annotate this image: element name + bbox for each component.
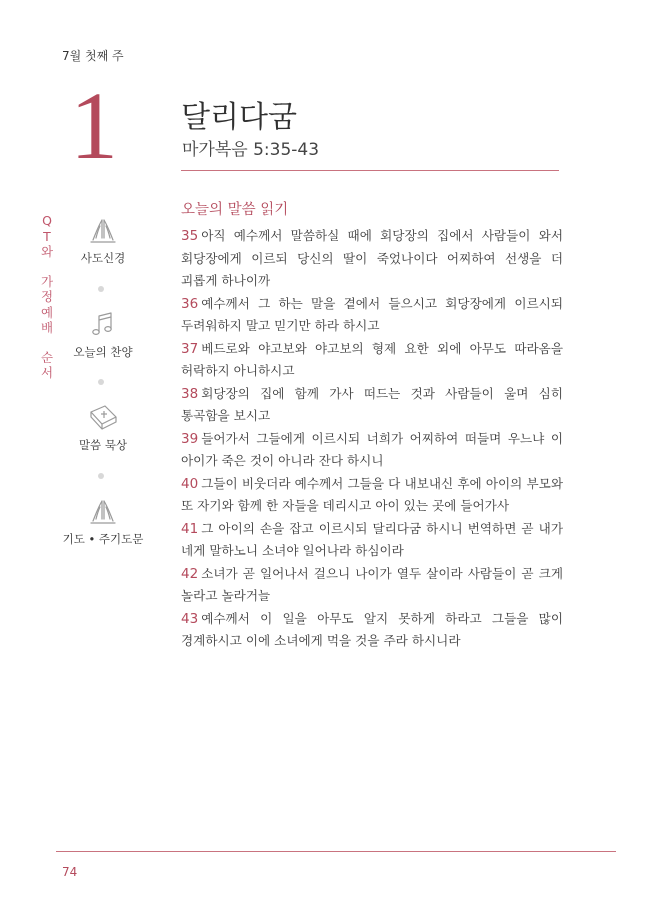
side-char: 정	[40, 289, 54, 304]
verse-number: 42	[181, 565, 199, 582]
bible-icon	[87, 403, 119, 433]
verse-text: 소녀가 곧 일어나서 걸으니 나이가 열두 살이라 사람들이 곧 크게 놀라고 놀라거늘	[181, 565, 563, 603]
verse-number: 40	[181, 475, 199, 492]
music-note-icon	[88, 310, 118, 340]
side-char: Q	[42, 213, 52, 228]
step-separator-dot	[98, 286, 104, 292]
week-label: 7월 첫째 주	[62, 49, 124, 63]
side-gap	[40, 260, 54, 274]
verse-number: 43	[181, 610, 199, 627]
verse-text: 아직 예수께서 말씀하실 때에 회당장의 집에서 사람들이 와서 회당장에게 이르되 당신의 딸이 죽었나이다 어찌하여 선생을 더 괴롭게 하나이까	[181, 228, 563, 288]
side-char: T	[43, 228, 51, 244]
praying-hands-icon	[88, 497, 118, 527]
side-char: 서	[40, 365, 54, 380]
side-char: 예	[40, 304, 54, 320]
step-label: 사도신경	[80, 251, 126, 265]
reading-heading: 오늘의 말씀 읽기	[181, 202, 289, 218]
step-separator-dot	[98, 379, 104, 385]
step-apostles-creed	[58, 216, 148, 266]
verse-text: 그들이 비웃더라 예수께서 그들을 다 내보내신 후에 아이의 부모와 또 자기와 함께 한 자들을 데리시고 아이 있는 곳에 들어가사	[181, 475, 563, 513]
footer-divider	[56, 851, 616, 852]
scripture-reference: 마가복음 5:35-43	[182, 140, 320, 160]
verse	[181, 608, 563, 653]
verse	[181, 473, 563, 518]
scripture-passage	[181, 225, 563, 653]
verse	[181, 428, 563, 473]
step-label: 오늘의 찬양	[73, 345, 133, 359]
page-title: 달리다굼	[181, 100, 297, 135]
verse	[181, 518, 563, 563]
verse-number: 37	[181, 340, 199, 357]
side-char: 배	[40, 320, 54, 335]
side-char: 와	[40, 244, 54, 259]
verse-text: 예수께서 이 일을 아무도 알지 못하게 하라고 그들을 많이 경계하시고 이에 소녀에게 먹을 것을 주라 하시니라	[181, 610, 563, 648]
verse	[181, 338, 563, 383]
verse-number: 38	[181, 385, 199, 402]
verse	[181, 383, 563, 428]
step-prayer	[58, 497, 148, 547]
side-gap	[40, 336, 54, 350]
verse-number: 36	[181, 295, 199, 312]
step-separator-dot	[98, 473, 104, 479]
verse	[181, 563, 563, 608]
verse-text: 베드로와 야고보와 야고보의 형제 요한 외에 아무도 따라옴을 허락하지 아니하시고	[181, 340, 563, 378]
step-label: 말씀 묵상	[78, 438, 128, 452]
verse	[181, 225, 563, 293]
verse-text: 들어가서 그들에게 이르시되 너희가 어찌하여 떠들며 우느냐 이 아이가 죽은 것이 아니라 잔다 하시니	[181, 430, 563, 468]
step-word-meditation	[58, 403, 148, 453]
verse	[181, 293, 563, 338]
day-number: 1	[70, 72, 118, 179]
side-char: 가	[40, 273, 54, 289]
step-label: 기도 • 주기도문	[62, 532, 144, 546]
side-char: 순	[40, 349, 54, 365]
page-number: 74	[62, 865, 78, 879]
praying-hands-icon	[88, 216, 118, 246]
verse-text: 회당장의 집에 함께 가사 떠드는 것과 사람들이 울며 심히 통곡함을 보시고	[181, 385, 563, 423]
verse-number: 35	[181, 228, 199, 244]
qt-family-worship-order-label	[40, 213, 54, 381]
verse-text: 예수께서 그 하는 말을 곁에서 들으시고 회당장에게 이르시되 두려워하지 말고 믿기만 하라 하시고	[181, 295, 563, 333]
verse-number: 41	[181, 520, 199, 537]
title-divider	[181, 170, 559, 171]
verse-text: 그 아이의 손을 잡고 이르시되 달리다굼 하시니 번역하면 곧 내가 네게 말하노니 소녀야 일어나라 하심이라	[181, 520, 563, 558]
verse-number: 39	[181, 430, 199, 447]
step-todays-hymn	[58, 310, 148, 360]
